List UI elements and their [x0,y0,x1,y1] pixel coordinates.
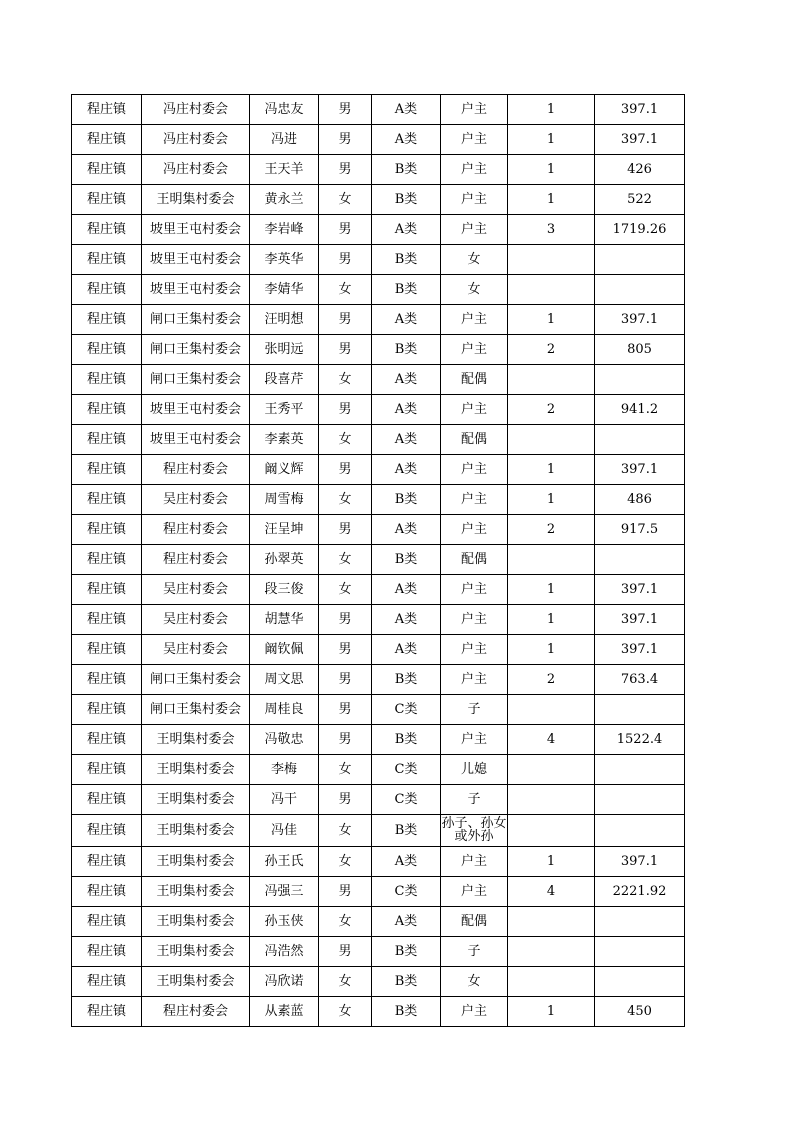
town-cell: 程庄镇 [72,245,142,275]
name-cell: 冯欣诺 [250,967,319,997]
village-cell: 坡里王屯村委会 [142,425,250,455]
household-size-cell: 1 [508,125,595,155]
name-cell: 周桂良 [250,695,319,725]
table-row [72,275,685,305]
village-cell: 程庄村委会 [142,997,250,1027]
table-row [72,605,685,635]
town-cell: 程庄镇 [72,455,142,485]
table-row [72,847,685,877]
table-row [72,185,685,215]
table-row [72,877,685,907]
gender-cell: 男 [319,785,372,815]
gender-cell: 男 [319,725,372,755]
table-row [72,937,685,967]
amount-cell: 2221.92 [595,877,685,907]
village-cell: 闸口王集村委会 [142,665,250,695]
household-size-cell: 4 [508,725,595,755]
gender-cell: 女 [319,907,372,937]
amount-cell: 397.1 [595,575,685,605]
table-row [72,425,685,455]
town-cell: 程庄镇 [72,937,142,967]
town-cell: 程庄镇 [72,95,142,125]
table-row [72,515,685,545]
amount-cell [595,275,685,305]
amount-cell: 917.5 [595,515,685,545]
relation-cell: 女 [441,967,508,997]
household-size-cell [508,815,595,847]
amount-cell: 1522.4 [595,725,685,755]
village-cell: 坡里王屯村委会 [142,275,250,305]
town-cell: 程庄镇 [72,877,142,907]
name-cell: 阚义辉 [250,455,319,485]
category-cell: B类 [372,967,441,997]
table-row [72,785,685,815]
relation-cell: 户主 [441,395,508,425]
amount-cell: 486 [595,485,685,515]
table-row [72,365,685,395]
town-cell: 程庄镇 [72,155,142,185]
amount-cell [595,365,685,395]
gender-cell: 女 [319,575,372,605]
gender-cell: 男 [319,125,372,155]
town-cell: 程庄镇 [72,665,142,695]
category-cell: A类 [372,515,441,545]
village-cell: 王明集村委会 [142,725,250,755]
gender-cell: 男 [319,95,372,125]
name-cell: 周雪梅 [250,485,319,515]
relation-cell: 户主 [441,725,508,755]
amount-cell: 522 [595,185,685,215]
household-size-cell [508,425,595,455]
household-size-cell: 2 [508,395,595,425]
household-size-cell [508,245,595,275]
household-size-cell: 1 [508,155,595,185]
category-cell: A类 [372,605,441,635]
name-cell: 冯忠友 [250,95,319,125]
category-cell: C类 [372,755,441,785]
gender-cell: 男 [319,665,372,695]
town-cell: 程庄镇 [72,485,142,515]
village-cell: 坡里王屯村委会 [142,395,250,425]
relation-cell: 户主 [441,847,508,877]
name-cell: 冯敬忠 [250,725,319,755]
name-cell: 黄永兰 [250,185,319,215]
town-cell: 程庄镇 [72,215,142,245]
amount-cell: 397.1 [595,635,685,665]
name-cell: 李素英 [250,425,319,455]
gender-cell: 女 [319,755,372,785]
gender-cell: 男 [319,455,372,485]
table-row [72,815,685,847]
table-row [72,755,685,785]
amount-cell [595,545,685,575]
town-cell: 程庄镇 [72,605,142,635]
gender-cell: 男 [319,877,372,907]
household-size-cell: 3 [508,215,595,245]
table-row [72,335,685,365]
village-cell: 王明集村委会 [142,937,250,967]
name-cell: 冯强三 [250,877,319,907]
name-cell: 从素蓝 [250,997,319,1027]
table-row [72,485,685,515]
relation-cell: 儿媳 [441,755,508,785]
relation-cell: 配偶 [441,365,508,395]
gender-cell: 男 [319,635,372,665]
name-cell: 李梅 [250,755,319,785]
category-cell: C类 [372,877,441,907]
gender-cell: 女 [319,185,372,215]
village-cell: 程庄村委会 [142,545,250,575]
gender-cell: 男 [319,215,372,245]
table-row [72,635,685,665]
gender-cell: 女 [319,815,372,847]
relation-cell: 孙子、孙女或外孙 [441,815,508,847]
household-size-cell: 1 [508,635,595,665]
relation-cell: 女 [441,275,508,305]
town-cell: 程庄镇 [72,695,142,725]
category-cell: B类 [372,185,441,215]
household-size-cell: 2 [508,515,595,545]
gender-cell: 女 [319,365,372,395]
household-size-cell [508,755,595,785]
relation-cell: 子 [441,937,508,967]
town-cell: 程庄镇 [72,997,142,1027]
village-cell: 王明集村委会 [142,755,250,785]
village-cell: 闸口王集村委会 [142,365,250,395]
table-row [72,155,685,185]
relation-cell: 户主 [441,485,508,515]
category-cell: B类 [372,485,441,515]
household-size-cell [508,275,595,305]
town-cell: 程庄镇 [72,425,142,455]
household-size-cell: 1 [508,185,595,215]
name-cell: 胡慧华 [250,605,319,635]
category-cell: A类 [372,95,441,125]
category-cell: A类 [372,455,441,485]
village-cell: 吴庄村委会 [142,605,250,635]
category-cell: B类 [372,545,441,575]
household-size-cell: 1 [508,95,595,125]
amount-cell: 397.1 [595,95,685,125]
category-cell: B类 [372,665,441,695]
household-size-cell: 1 [508,605,595,635]
amount-cell: 397.1 [595,125,685,155]
name-cell: 冯干 [250,785,319,815]
town-cell: 程庄镇 [72,847,142,877]
household-size-cell [508,907,595,937]
town-cell: 程庄镇 [72,395,142,425]
category-cell: C类 [372,785,441,815]
table-row [72,95,685,125]
household-size-cell [508,785,595,815]
household-size-cell [508,545,595,575]
category-cell: A类 [372,215,441,245]
household-size-cell: 1 [508,305,595,335]
town-cell: 程庄镇 [72,275,142,305]
gender-cell: 男 [319,245,372,275]
village-cell: 闸口王集村委会 [142,695,250,725]
gender-cell: 女 [319,425,372,455]
town-cell: 程庄镇 [72,335,142,365]
table-row [72,125,685,155]
relation-cell: 子 [441,785,508,815]
gender-cell: 男 [319,335,372,365]
amount-cell: 763.4 [595,665,685,695]
village-cell: 王明集村委会 [142,847,250,877]
category-cell: B类 [372,815,441,847]
relation-cell: 户主 [441,575,508,605]
table-row [72,215,685,245]
town-cell: 程庄镇 [72,907,142,937]
name-cell: 李婧华 [250,275,319,305]
amount-cell: 941.2 [595,395,685,425]
town-cell: 程庄镇 [72,515,142,545]
village-cell: 王明集村委会 [142,785,250,815]
gender-cell: 女 [319,997,372,1027]
town-cell: 程庄镇 [72,185,142,215]
relation-cell: 户主 [441,185,508,215]
amount-cell [595,785,685,815]
amount-cell [595,245,685,275]
category-cell: B类 [372,245,441,275]
amount-cell: 805 [595,335,685,365]
village-cell: 冯庄村委会 [142,125,250,155]
town-cell: 程庄镇 [72,575,142,605]
category-cell: A类 [372,365,441,395]
amount-cell [595,815,685,847]
relation-cell: 户主 [441,95,508,125]
relation-cell: 配偶 [441,425,508,455]
household-size-cell: 1 [508,847,595,877]
relation-cell: 户主 [441,665,508,695]
category-cell: B类 [372,997,441,1027]
town-cell: 程庄镇 [72,967,142,997]
category-cell: A类 [372,847,441,877]
name-cell: 周文思 [250,665,319,695]
table-row [72,725,685,755]
village-cell: 程庄村委会 [142,515,250,545]
name-cell: 李英华 [250,245,319,275]
village-cell: 王明集村委会 [142,907,250,937]
gender-cell: 女 [319,545,372,575]
gender-cell: 女 [319,847,372,877]
town-cell: 程庄镇 [72,635,142,665]
category-cell: B类 [372,155,441,185]
relation-cell: 子 [441,695,508,725]
town-cell: 程庄镇 [72,785,142,815]
gender-cell: 男 [319,695,372,725]
relation-cell: 户主 [441,635,508,665]
name-cell: 王秀平 [250,395,319,425]
relation-cell: 户主 [441,125,508,155]
gender-cell: 女 [319,275,372,305]
name-cell: 李岩峰 [250,215,319,245]
household-size-cell: 1 [508,455,595,485]
village-cell: 坡里王屯村委会 [142,215,250,245]
gender-cell: 男 [319,305,372,335]
category-cell: C类 [372,695,441,725]
village-cell: 坡里王屯村委会 [142,245,250,275]
gender-cell: 女 [319,485,372,515]
relation-cell: 户主 [441,215,508,245]
village-cell: 吴庄村委会 [142,485,250,515]
town-cell: 程庄镇 [72,365,142,395]
table-row [72,967,685,997]
gender-cell: 男 [319,605,372,635]
category-cell: A类 [372,575,441,605]
category-cell: A类 [372,907,441,937]
gender-cell: 男 [319,155,372,185]
amount-cell: 397.1 [595,455,685,485]
name-cell: 孙王氏 [250,847,319,877]
amount-cell [595,967,685,997]
table-row [72,245,685,275]
table-row [72,695,685,725]
table-row [72,395,685,425]
household-size-cell: 1 [508,485,595,515]
village-cell: 闸口王集村委会 [142,335,250,365]
town-cell: 程庄镇 [72,305,142,335]
village-cell: 王明集村委会 [142,877,250,907]
table-row [72,997,685,1027]
roster-table [71,94,685,1027]
category-cell: B类 [372,937,441,967]
name-cell: 段喜芹 [250,365,319,395]
village-cell: 程庄村委会 [142,455,250,485]
relation-cell: 户主 [441,877,508,907]
relation-cell: 户主 [441,155,508,185]
village-cell: 闸口王集村委会 [142,305,250,335]
name-cell: 阚钦佩 [250,635,319,665]
household-size-cell [508,365,595,395]
table-row [72,305,685,335]
town-cell: 程庄镇 [72,815,142,847]
town-cell: 程庄镇 [72,545,142,575]
amount-cell: 1719.26 [595,215,685,245]
town-cell: 程庄镇 [72,725,142,755]
amount-cell: 397.1 [595,847,685,877]
relation-cell: 户主 [441,997,508,1027]
category-cell: A类 [372,395,441,425]
relation-cell: 户主 [441,305,508,335]
category-cell: A类 [372,125,441,155]
amount-cell: 450 [595,997,685,1027]
name-cell: 王天羊 [250,155,319,185]
village-cell: 冯庄村委会 [142,95,250,125]
table-row [72,545,685,575]
gender-cell: 男 [319,395,372,425]
village-cell: 吴庄村委会 [142,575,250,605]
amount-cell [595,907,685,937]
village-cell: 王明集村委会 [142,815,250,847]
household-size-cell: 2 [508,335,595,365]
name-cell: 张明远 [250,335,319,365]
category-cell: A类 [372,305,441,335]
category-cell: A类 [372,425,441,455]
relation-cell: 户主 [441,605,508,635]
gender-cell: 女 [319,967,372,997]
amount-cell [595,755,685,785]
table-row [72,907,685,937]
table-row [72,575,685,605]
amount-cell [595,937,685,967]
relation-cell: 配偶 [441,907,508,937]
household-size-cell: 4 [508,877,595,907]
household-size-cell: 1 [508,575,595,605]
table-body [72,95,685,1027]
name-cell: 汪呈坤 [250,515,319,545]
relation-cell: 女 [441,245,508,275]
household-size-cell [508,695,595,725]
amount-cell: 397.1 [595,305,685,335]
town-cell: 程庄镇 [72,125,142,155]
relation-cell: 配偶 [441,545,508,575]
name-cell: 孙玉侠 [250,907,319,937]
table-row [72,665,685,695]
category-cell: A类 [372,635,441,665]
village-cell: 吴庄村委会 [142,635,250,665]
category-cell: B类 [372,335,441,365]
gender-cell: 男 [319,515,372,545]
town-cell: 程庄镇 [72,755,142,785]
category-cell: B类 [372,275,441,305]
name-cell: 冯进 [250,125,319,155]
household-size-cell [508,937,595,967]
village-cell: 冯庄村委会 [142,155,250,185]
household-size-cell: 1 [508,997,595,1027]
amount-cell [595,425,685,455]
gender-cell: 男 [319,937,372,967]
name-cell: 孙翠英 [250,545,319,575]
name-cell: 段三俊 [250,575,319,605]
name-cell: 冯佳 [250,815,319,847]
household-size-cell [508,967,595,997]
name-cell: 冯浩然 [250,937,319,967]
relation-cell: 户主 [441,455,508,485]
household-size-cell: 2 [508,665,595,695]
amount-cell [595,695,685,725]
relation-cell: 户主 [441,335,508,365]
amount-cell: 397.1 [595,605,685,635]
village-cell: 王明集村委会 [142,967,250,997]
name-cell: 汪明想 [250,305,319,335]
village-cell: 王明集村委会 [142,185,250,215]
relation-cell: 户主 [441,515,508,545]
amount-cell: 426 [595,155,685,185]
table-row [72,455,685,485]
category-cell: B类 [372,725,441,755]
